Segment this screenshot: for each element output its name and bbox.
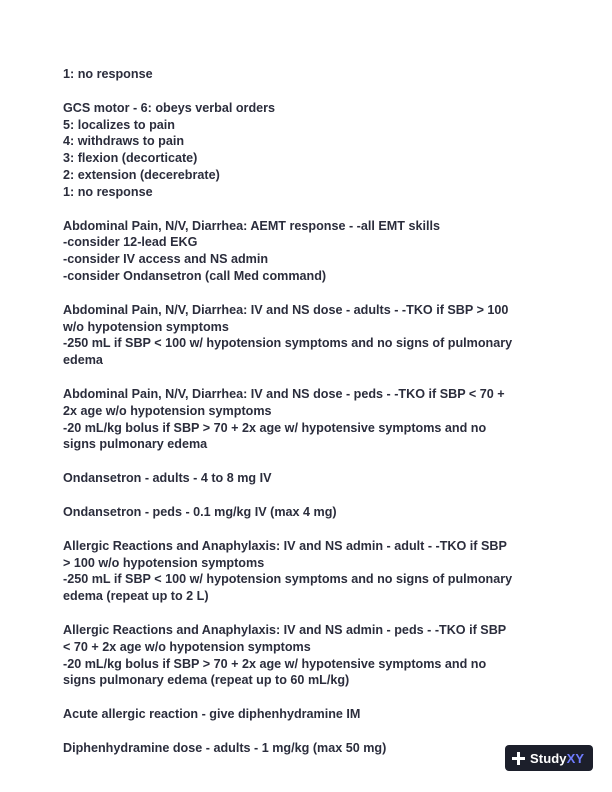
text-block	[63, 740, 563, 757]
text-line: 1: no response	[63, 67, 153, 81]
text-block	[63, 470, 563, 487]
text-block	[63, 386, 563, 453]
studyxy-logo[interactable]	[505, 745, 593, 771]
text-block	[63, 100, 563, 201]
plus-icon	[512, 752, 525, 765]
text-line: Ondansetron - adults - 4 to 8 mg IV	[63, 471, 272, 486]
text-line: 2: extension (decerebrate)	[63, 167, 220, 182]
text-line: Allergic Reactions and Anaphylaxis: IV and NS admin - adult - -TKO if SBP	[63, 538, 507, 553]
text-line: 5: localizes to pain	[63, 117, 175, 132]
text-line: 4: withdraws to pain	[63, 134, 185, 149]
text-line: Ondansetron - peds - 0.1 mg/kg IV (max 4 mg)	[63, 504, 337, 519]
text-line: -consider 12-lead EKG	[63, 235, 198, 250]
text-block	[63, 622, 563, 689]
text-line: -250 mL if SBP < 100 w/ hypotension symptoms and no signs of pulmonary	[63, 336, 513, 351]
text-line: Allergic Reactions and Anaphylaxis: IV and NS admin - peds - -TKO if SBP	[63, 622, 507, 637]
text-line: Abdominal Pain, N/V, Diarrhea: IV and NS dose - peds - -TKO if SBP < 70 +	[63, 386, 505, 401]
text-line: -consider IV access and NS admin	[63, 252, 269, 267]
text-line: Abdominal Pain, N/V, Diarrhea: AEMT response - -all EMT skills	[63, 218, 440, 233]
text-line: signs pulmonary edema (repeat up to 60 mL/kg)	[63, 673, 350, 688]
text-line: > 100 w/o hypotension symptoms	[63, 555, 265, 570]
text-line: edema	[63, 353, 103, 368]
logo-text	[530, 751, 584, 766]
text-line: edema (repeat up to 2 L)	[63, 589, 209, 604]
logo-brand-part2: XY	[566, 750, 585, 766]
text-block	[63, 706, 563, 723]
logo-brand-part1: Study	[530, 750, 567, 766]
text-block	[63, 538, 563, 605]
text-line: < 70 + 2x age w/o hypotension symptoms	[63, 639, 311, 654]
text-block	[63, 504, 563, 521]
text-block	[63, 66, 563, 83]
document-body	[63, 66, 563, 774]
text-line: -250 mL if SBP < 100 w/ hypotension symptoms and no signs of pulmonary	[63, 572, 513, 587]
text-line: -20 mL/kg bolus if SBP > 70 + 2x age w/ hypotensive symptoms and no	[63, 656, 487, 671]
text-block	[63, 218, 563, 285]
text-line: Acute allergic reaction - give diphenhydramine IM	[63, 707, 361, 722]
text-line: -consider Ondansetron (call Med command)	[63, 268, 327, 283]
text-line: signs pulmonary edema	[63, 437, 208, 452]
text-line: 1: no response	[63, 184, 153, 199]
text-line: -20 mL/kg bolus if SBP > 70 + 2x age w/ hypotensive symptoms and no	[63, 420, 487, 435]
text-block	[63, 302, 563, 369]
text-line: Diphenhydramine dose - adults - 1 mg/kg (max 50 mg)	[63, 740, 387, 755]
text-line: Abdominal Pain, N/V, Diarrhea: IV and NS dose - adults - -TKO if SBP > 100	[63, 302, 509, 317]
text-line: 3: flexion (decorticate)	[63, 151, 198, 166]
text-line: w/o hypotension symptoms	[63, 319, 229, 334]
text-line: 2x age w/o hypotension symptoms	[63, 403, 272, 418]
text-line: GCS motor - 6: obeys verbal orders	[63, 100, 276, 115]
